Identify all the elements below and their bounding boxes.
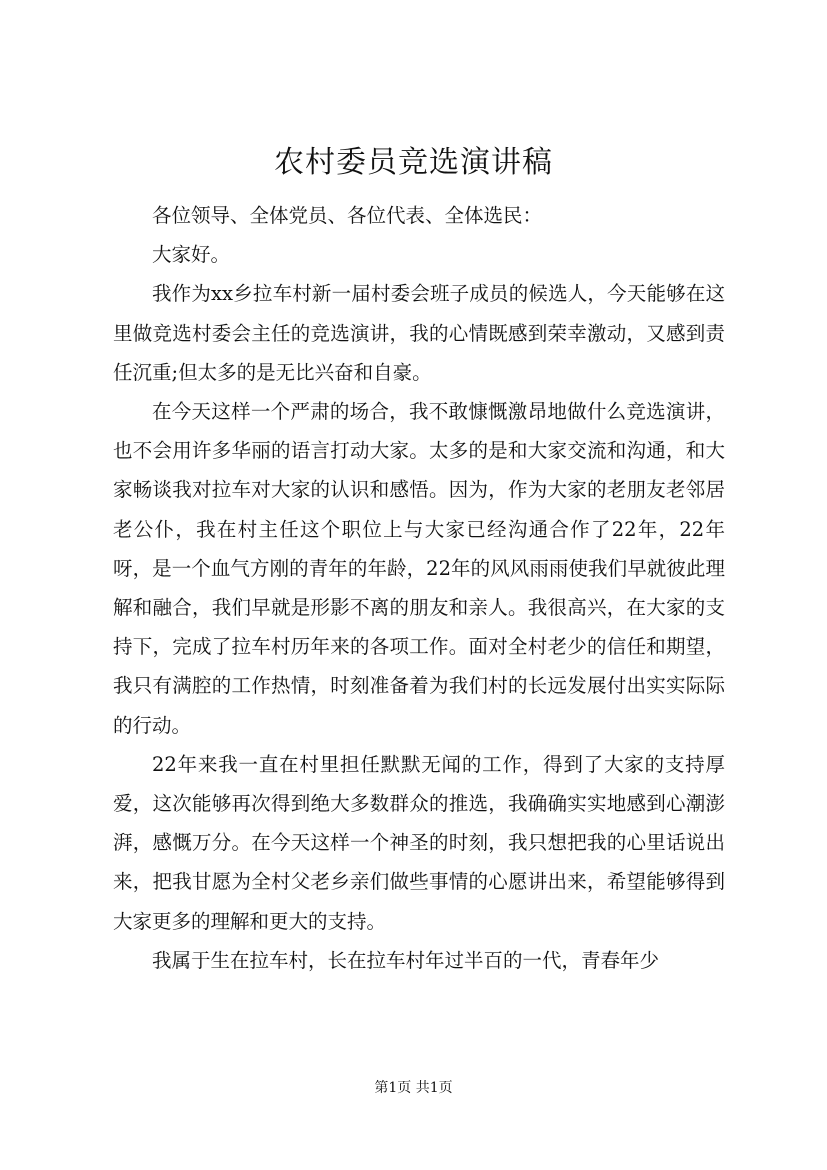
- body-paragraph: 22年来我一直在村里担任默默无闻的工作，得到了大家的支持厚爱，这次能够再次得到绝大多数群众的推选，我确确实实地感到心潮澎湃，感慨万分。在今天这样一个神圣的时刻，我只想把我的心里话说出来，把我甘愿为全村父老乡亲们做些事情的心愿讲出来，希望能够得到大家更多的理解和更大的支持。: [113, 752, 725, 933]
- salutation-paragraph: 各位领导、全体党员、各位代表、全体选民：: [152, 204, 543, 227]
- body-paragraph: 我作为xx乡拉车村新一届村委会班子成员的候选人，今天能够在这里做竞选村委会主任的竞选演讲，我的心情既感到荣幸激动，又感到责任沉重;但太多的是无比兴奋和自豪。: [113, 282, 725, 384]
- document-body: [113, 196, 725, 980]
- document-title: 农村委员竞选演讲稿: [274, 145, 553, 180]
- body-paragraph: 在今天这样一个严肃的场合，我不敢慷慨激昂地做什么竞选演讲，也不会用许多华丽的语言打动大家。太多的是和大家交流和沟通，和大家畅谈我对拉车对大家的认识和感悟。因为，作为大家的老朋友老邻居老公仆，我在村主任这个职位上与大家已经沟通合作了22年，22年呀，是一个血气方刚的青年的年龄，22年的风风雨雨使我们早就彼此理解和融合，我们早就是形影不离的朋友和亲人。我很高兴，在大家的支持下，完成了拉车村历年来的各项工作。面对全村老少的信任和期望，我只有满腔的工作热情，时刻准备着为我们村的长远发展付出实实际际的行动。: [113, 400, 725, 737]
- body-paragraph: 我属于生在拉车村，长在拉车村年过半百的一代，青春年少: [152, 948, 660, 972]
- page-footer: 第1页 共1页: [374, 1080, 453, 1096]
- greeting-paragraph: 大家好。: [152, 243, 231, 267]
